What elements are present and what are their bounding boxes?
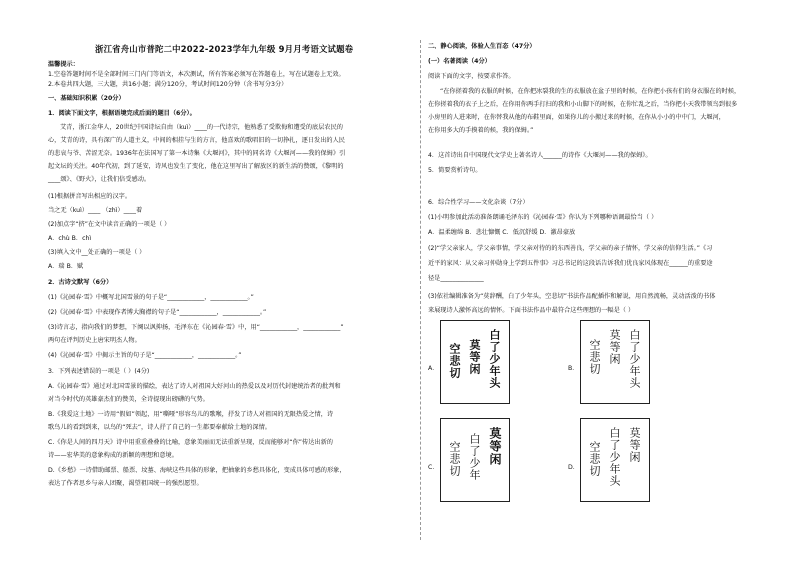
question-2-heading: 2．古诗文默写（6分） [48,279,113,286]
section-1-heading: 一、基础知识积累（20分） [48,95,125,102]
q1-sub-2-options: A．chù B．chì [48,235,92,242]
section-2-heading: 二、静心阅读，体验人生百态（47分） [428,43,536,50]
calligraphy-c-col-1: 莫等闲 [488,427,502,466]
q6-sub-3-cont: 来展现诗人激怀高远的情怀。下面书法作品中最符合这些理想的一幅是（ ） [428,307,635,314]
tips-line-1: 1.空卷答题时间不是全部时间三门内门等语文，本次测试，所有答案必须写在答题卷上，写在试题卷上无效。 [48,71,345,78]
question-4: 4．这首诗出自中国现代文学史上著名诗人______的诗作《大堰河——我的保姆》。 [428,152,652,159]
calligraphy-c-col-2: 白了少年 [468,433,481,481]
question-1-heading: 1．阅读下面文字，根据语境完成后面的题目（6分）。 [48,110,196,117]
calligraphy-a-col-1: 白了少年头 [488,329,501,389]
calligraphy-b-col-3: 空悲切 [588,339,601,375]
calligraphy-d-col-3: 空悲切 [588,441,601,477]
calligraphy-option-d[interactable] [580,418,650,502]
q6-sub-3: (3)依社编辑准备为“莫辞酬，白了少年头，空悲切”书法作品配插作和解说，用自然流畅，灵动活泼的书体 [428,293,716,300]
q2-sub-3: (3)诗言志，指向我们的梦想，下阕以讽抑扬，毛泽东在《沁园春·雪》中，用“____________，____________” [48,324,344,331]
q6-sub-2-cont2: 径是______________ [428,275,484,282]
tips-heading: 温馨提示： [48,61,79,68]
q3-option-c: C.《你是人间的四月天》诗中用重重叠叠的比喻，意象美丽而无法重新呈现，反而能够对“你”传达出新的 [48,439,333,446]
option-b-label: B． [568,365,579,372]
q3-option-c-cont: 诗——宏华美的意象构成的新颖的理想和意境。 [48,452,178,459]
passage-line-5: ____颂》、《野火》，让我们倍受感动。 [48,176,151,183]
q3-option-b-cont: 歌鸟儿的看到到来，以鸟的“死去”，诗人抒了自己的一生都要奉献给土地的深情。 [48,424,271,431]
question-5: 5．简要赏析诗句。 [428,167,482,174]
q3-option-d: D.《乡愁》一诗借助邮票、船票、坟墓、海峡这些具体的形象，把抽象的乡愁具体化，变成具体可感的形象， [48,467,346,474]
passage-line-3: 的悲哀与爷、苦涩无奈。1936年在法国写了第一本诗集《大堰河》，其中的同名诗《大堰河——我的保姆》引 [48,150,346,157]
q2-sub-4: (4)《沁园春·雪》中揭示主旨的句子是“____________，____________。” [48,352,242,359]
poem-line-2: 在你搓着我的衣子上之后，在你用你两手打扫的我和小山脚下的时候，在你忙乱之后，当你把小天我带领鸟到很多 [428,101,738,108]
q1-sub-2: (2)加点字“挤”在文中读音正确的一项是（ ） [48,221,171,228]
q1-sub-3-options: A．瑞 B．赋 [48,263,84,270]
question-6-heading: 6．综合性学习——文化杂谈（7分） [428,199,529,206]
q6-sub-1: (1)小明参加此活动准备朗诵毛泽东的《沁园春·雪》你认为下列哪种语调最恰当（ ） [428,214,658,221]
q3-option-a-cont: 对当今时代的英雄豪杰们的赞美，全诗提现出磅礴的气势。 [48,396,209,403]
subsection-1-heading: (一）名著阅读（4分） [428,58,491,65]
q2-sub-3-cont: 两句在评判历史上唐宋明杰人物。 [48,337,141,344]
calligraphy-a-col-2: 莫等闲 [468,339,481,375]
calligraphy-c-col-3: 空悲切 [448,441,461,477]
calligraphy-b-col-1: 白了少年头 [628,329,641,389]
question-3-heading: 3．下列表述错误的一项是（ ）(4分) [48,368,150,375]
passage-line-4: 起文坛的关注。40年代初，到了延安，诗风也发生了变化，他在这里写出了解放区的新生活的赞颂，《黎明的 [48,163,344,170]
q1-sub-3: (3)填入文中__处正确的一项是（ ） [48,249,146,256]
q1-sub-1-blanks: 当之无（kuì）____ （zhì）____着 [48,207,143,214]
tips-line-2: 2.本卷共四大题，三大题，共16小题；满分120分，考试时间120分钟（含书写分3分） [48,81,288,88]
calligraphy-option-a[interactable] [440,320,510,404]
q3-option-a: A.《沁园春·雪》通过对北国雪景的描绘，表达了诗人对祖国大好河山的热爱以及对历代封建统治者的批判和 [48,383,341,390]
calligraphy-option-b[interactable] [580,320,650,404]
q2-sub-2: (2)《沁园春·雪》中表现作者博大胸襟的句子是“____________，____________。” [48,309,267,316]
q3-option-b: B.《我爱这土地》一诗用“假如”领起，用“嘶哑”形容鸟儿的歌喉，抒发了诗人对祖国的无限热爱之情，诗 [48,411,334,418]
poem-line-3: 小房里的人进来时，在你替我从他的布鞋里面，如果你儿的小搬过来的时候，在你从小小的中中门，大堰河， [428,114,725,121]
calligraphy-a-col-3: 空悲切 [448,343,461,379]
column-divider [420,40,421,540]
passage-line-2: 心，艾青的诗，具有深广的人道主义，中间的相挂与生的方言，他喜欢的歌唱旧的一切挣扎，逐日发出的人民 [48,137,345,144]
poem-line-1: “在你搓着我的衣服的时候，在你把冰裂我的生的衣服放在盆子里的时候，在你把小孩有们的身衣服在的时候， [440,88,741,95]
option-a-label: A． [428,365,439,372]
q6-sub-2: (2)“学父亲家人，学父亲事情，学父亲对待的的东西善良，学父亲的亲子情怀，学父亲的信仰生活。”《习 [428,245,713,252]
poem-line-4: 在你用多大的手摸着的候，我的保姆。” [428,127,534,134]
option-d-label: D． [568,464,579,471]
calligraphy-d-col-2: 白了少年头 [608,427,621,487]
calligraphy-b-col-2: 莫等闲 [608,329,621,365]
calligraphy-option-c[interactable] [440,418,510,502]
option-c-label: C． [428,464,439,471]
q6-sub-1-options: A．温柔缠绵 B．悲壮慷慨 C．低沉舒缓 D．激昂豪放 [428,229,576,236]
q1-sub-1: (1)根据拼音写出相应的汉字。 [48,193,132,200]
passage-line-1: 艾青，浙江金华人，20世纪中国诗坛自由（kuì）____的一代诗宗，他熟悉了受欺侮和遭受的底层农民的 [60,124,343,131]
q3-option-d-cont: 表达了作者思乡与亲人团聚，渴望祖国统一的强烈愿望。 [48,480,203,487]
q2-sub-1: (1)《沁园春·雪》中概写北国雪景的句子是“____________，____________。” [48,294,254,301]
reading-instruction: 阅读下面的文字，按要求作答。 [428,73,515,80]
calligraphy-d-col-1: 莫等闲 [628,427,641,463]
exam-title: 浙江省舟山市普陀二中2022-2023学年九年级 9月月考语文试题卷 [95,44,354,54]
q6-sub-2-cont: 近平的家风：从父亲习仲勋身上学到五件事》习总书记的这段话告诉我们优良家风体现在______的重要途 [428,260,713,267]
